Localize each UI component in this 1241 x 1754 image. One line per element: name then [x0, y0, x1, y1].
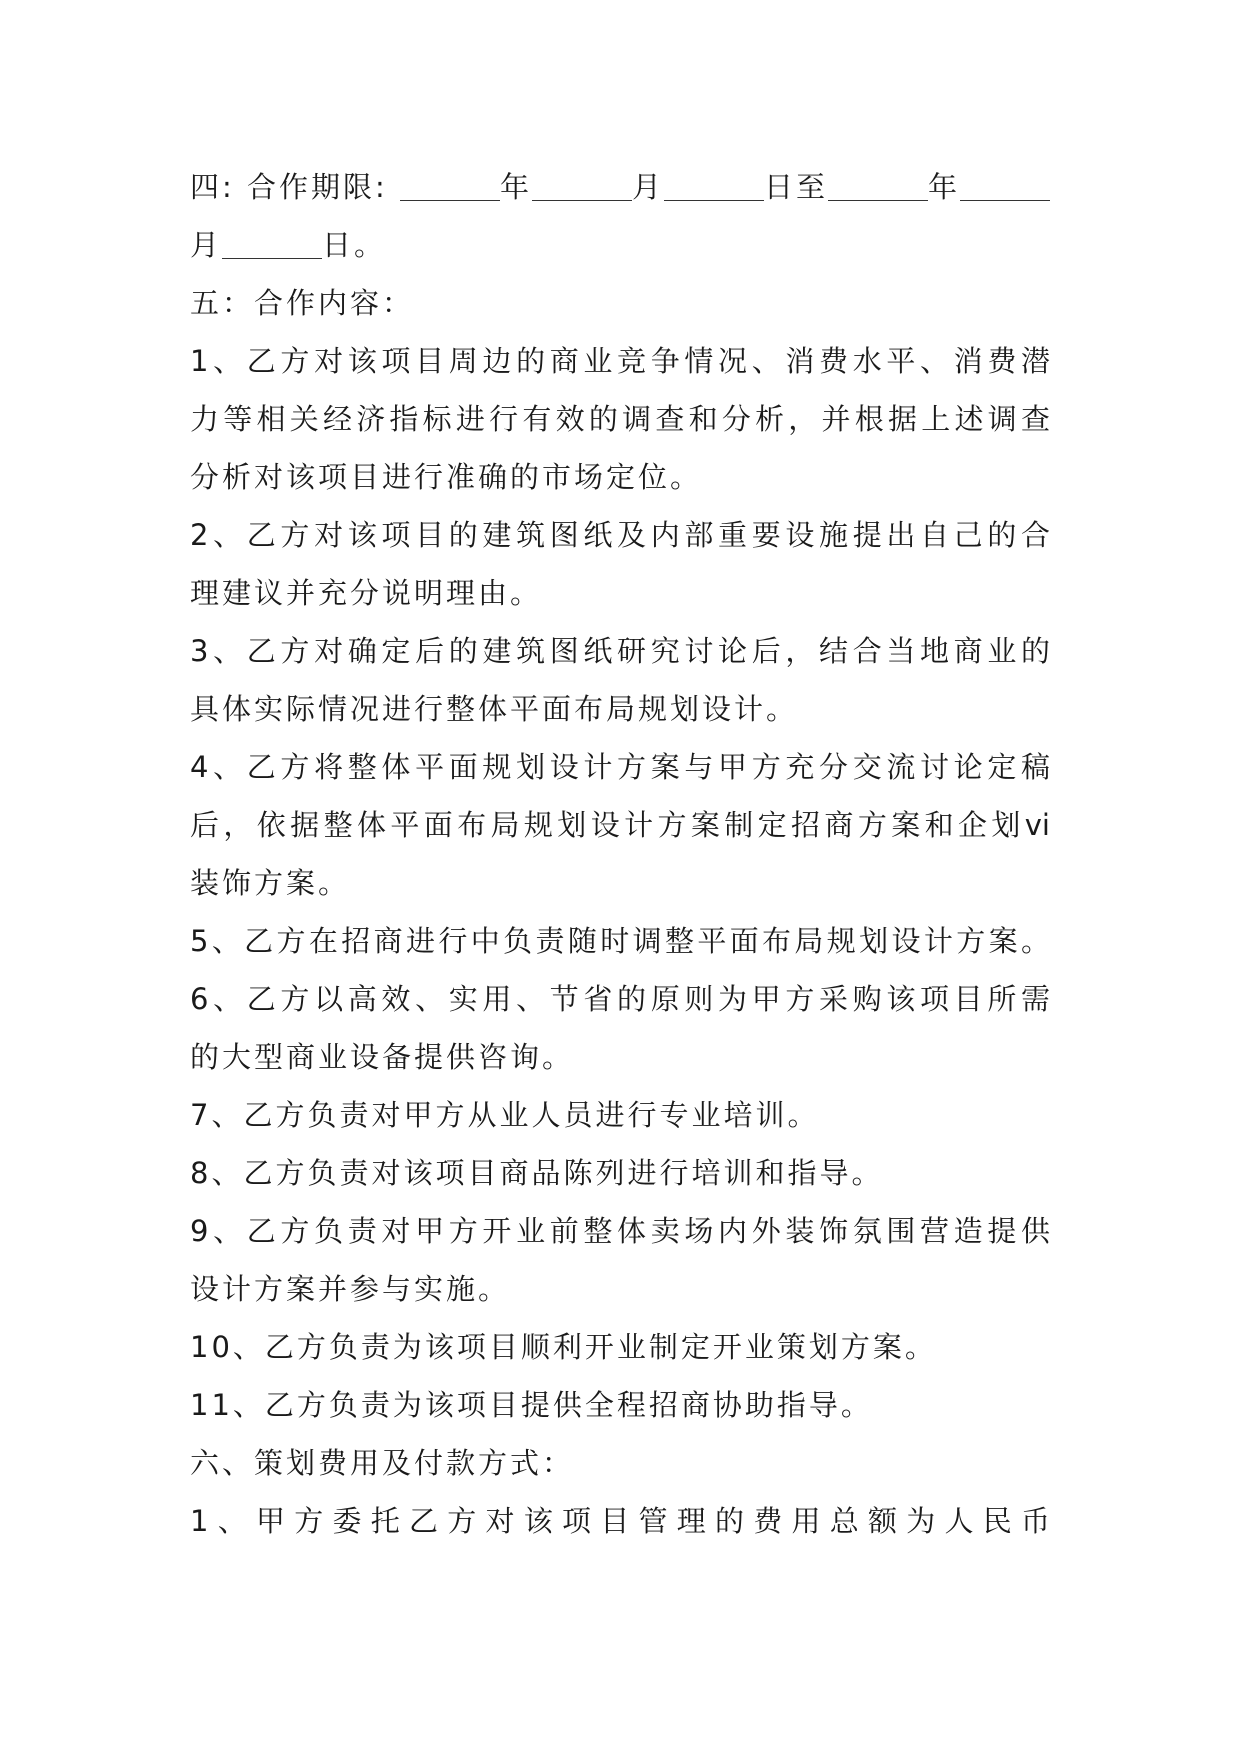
document-body [190, 158, 1050, 1550]
paragraph-line: 设计方案并参与实施。 [190, 1272, 511, 1306]
paragraph-line: 11、乙方负责为该项目提供全程招商协助指导。 [190, 1388, 873, 1422]
term-line-2 [190, 216, 1050, 274]
paragraph-line: 5、乙方在招商进行中负责随时调整平面布局规划设计方案。 [190, 924, 1050, 958]
blank-start-month [532, 166, 632, 201]
paragraph-line: 力等相关经济指标进行有效的调查和分析，并根据上述调查 [190, 402, 1050, 436]
paragraph-line: 装饰方案。 [190, 866, 351, 900]
section-5-heading: 五：合作内容： [190, 286, 415, 320]
term-month-text: 月 [632, 170, 665, 204]
paragraph-line: 分析对该项目进行准确的市场定位。 [190, 460, 703, 494]
paragraph-line: 1、乙方对该项目周边的商业竞争情况、消费水平、消费潜 [190, 344, 1050, 378]
blank-end-day [222, 224, 322, 259]
paragraph-line: 7、乙方负责对甲方从业人员进行专业培训。 [190, 1098, 820, 1132]
term-line-1 [190, 158, 1050, 216]
term-end-year-text: 年 [928, 170, 961, 204]
paragraph-line: 的大型商业设备提供咨询。 [190, 1040, 575, 1074]
paragraph-line: 理建议并充分说明理由。 [190, 576, 543, 610]
term-label: 四: 合作期限: [190, 170, 388, 204]
paragraph-line: 6、乙方以高效、实用、节省的原则为甲方采购该项目所需 [190, 982, 1050, 1016]
paragraph-line: 1、甲方委托乙方对该项目管理的费用总额为人民币 [190, 1504, 1050, 1538]
section-6-heading: 六、策划费用及付款方式： [190, 1446, 575, 1480]
paragraph-line: 8、乙方负责对该项目商品陈列进行培训和指导。 [190, 1156, 884, 1190]
blank-end-month-part [960, 166, 1050, 201]
paragraph-line: 9、乙方负责对甲方开业前整体卖场内外装饰氛围营造提供 [190, 1214, 1050, 1248]
blank-start-year [400, 166, 500, 201]
term-year-text: 年 [499, 170, 532, 204]
paragraph-line: 后，依据整体平面布局规划设计方案制定招商方案和企划vi [190, 808, 1050, 842]
term-end-month-text: 月 [190, 228, 223, 262]
paragraph-line: 具体实际情况进行整体平面布局规划设计。 [190, 692, 799, 726]
paragraph-line: 4、乙方将整体平面规划设计方案与甲方充分交流讨论定稿 [190, 750, 1050, 784]
blank-start-day [664, 166, 764, 201]
paragraph-line: 10、乙方负责为该项目顺利开业制定开业策划方案。 [190, 1330, 937, 1364]
term-end-day-text: 日。 [322, 228, 387, 262]
term-day-to-text: 日至 [764, 170, 829, 204]
paragraph-line: 3、乙方对确定后的建筑图纸研究讨论后，结合当地商业的 [190, 634, 1050, 668]
paragraph-line: 2、乙方对该项目的建筑图纸及内部重要设施提出自己的合 [190, 518, 1050, 552]
blank-end-year [828, 166, 928, 201]
